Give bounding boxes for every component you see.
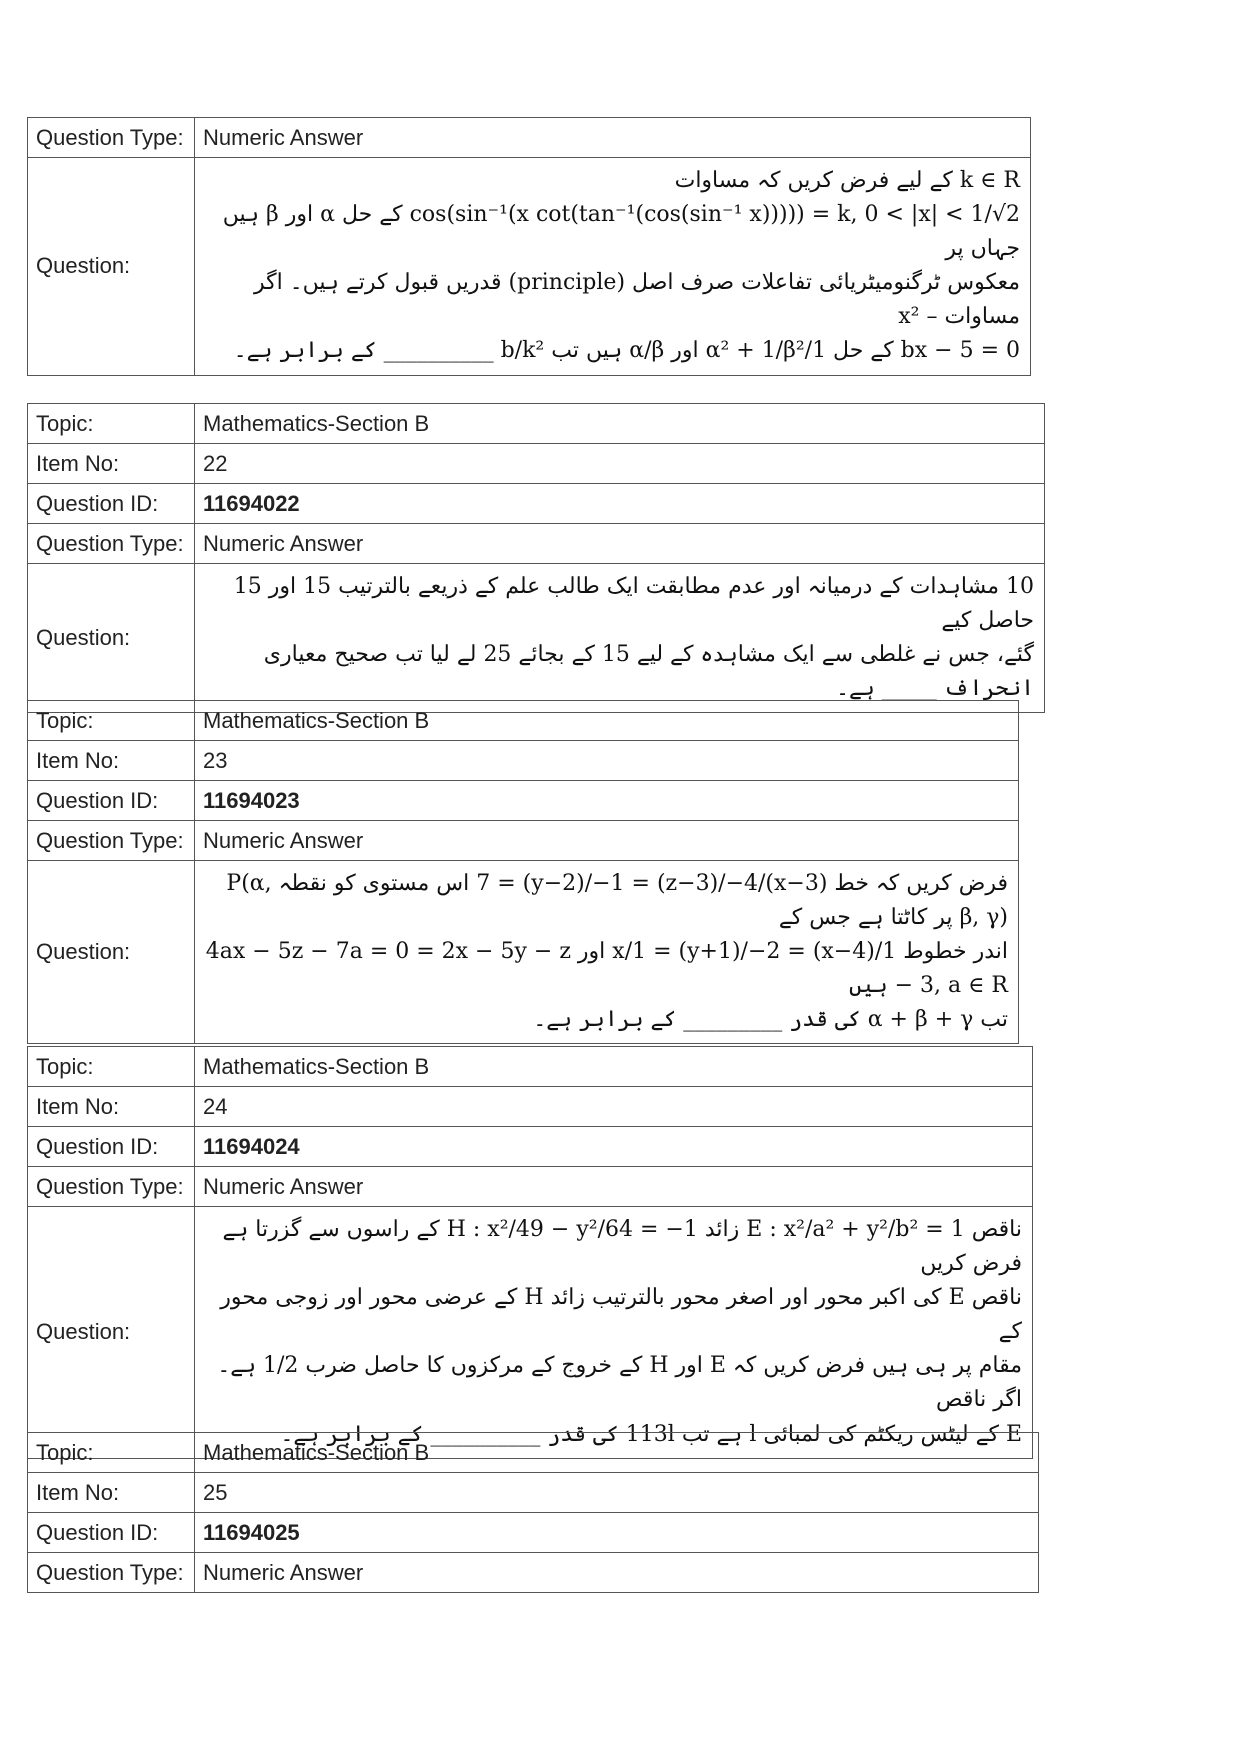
question-line: معکوس ٹرگنومیٹریائی تفاعلات صرف اصل (principle) قدریں قبول کرتے ہیں۔ اگر مساوات – x² <box>254 270 1020 330</box>
question-id-value: 11694022 <box>195 484 1045 524</box>
question-id-value: 11694025 <box>195 1513 1039 1553</box>
question-id-value: 11694023 <box>195 781 1019 821</box>
question-type-value: Numeric Answer <box>195 821 1019 861</box>
question-line: 10 مشاہدات کے درمیانہ اور عدم مطابقت ایک طالب علم کے ذریعے بالترتیب 15 اور 15 حاصل کیے <box>233 574 1034 634</box>
topic-value: Mathematics-Section B <box>195 701 1019 741</box>
question-type-value: Numeric Answer <box>195 1167 1033 1207</box>
question-text <box>195 158 1031 376</box>
label-question-id: Question ID: <box>28 1127 195 1167</box>
question-type-value: Numeric Answer <box>195 524 1045 564</box>
question-text <box>195 861 1019 1044</box>
label-item-no: Item No: <box>28 1087 195 1127</box>
question-type-value: Numeric Answer <box>195 1553 1039 1593</box>
label-topic: Topic: <box>28 404 195 444</box>
label-question: Question: <box>28 861 195 1044</box>
item-no-value: 24 <box>195 1087 1033 1127</box>
topic-value: Mathematics-Section B <box>195 404 1045 444</box>
label-question-type: Question Type: <box>28 1553 195 1593</box>
question-table-24 <box>27 1046 1033 1459</box>
question-line: فرض کریں کہ خط (x−3)/7 = (y−2)/−1 = (z−3)/−4 اس مستوی کو نقطہ P(α, β, γ) پر کاٹتا ہے جس کے <box>226 871 1008 931</box>
question-table-23 <box>27 700 1019 1044</box>
label-question-type: Question Type: <box>28 821 195 861</box>
label-topic: Topic: <box>28 1047 195 1087</box>
label-question-type: Question Type: <box>28 118 195 158</box>
label-topic: Topic: <box>28 701 195 741</box>
item-no-value: 23 <box>195 741 1019 781</box>
question-line: انحراف _____ ہے۔ <box>836 676 1034 702</box>
label-question: Question: <box>28 158 195 376</box>
label-question-type: Question Type: <box>28 524 195 564</box>
label-question-type: Question Type: <box>28 1167 195 1207</box>
question-text <box>195 1207 1033 1459</box>
question-line: اندر خطوط x/1 = (y+1)/−2 = (x−4)/1 اور 4ax − 5z − 7a = 0 = 2x − 5y − z − 3, a ∈ R ہیں <box>205 939 1008 999</box>
question-line: تب α + β + γ کی قدر _________ کے برابر ہے۔ <box>533 1007 1008 1033</box>
label-question-id: Question ID: <box>28 484 195 524</box>
topic-value: Mathematics-Section B <box>195 1047 1033 1087</box>
question-id-value: 11694024 <box>195 1127 1033 1167</box>
question-line: ناقص E : x²/a² + y²/b² = 1 زائد H : x²/49 − y²/64 = −1 کے راسوں سے گزرتا ہے فرض کریں <box>222 1217 1022 1277</box>
question-line: bx − 5 = 0 کے حل 1/α² + 1/β² اور α/β ہیں تب b/k² __________ کے برابر ہے۔ <box>233 338 1020 364</box>
question-line: cos(sin⁻¹(x cot(tan⁻¹(cos(sin⁻¹ x))))) = k, 0 < |x| < 1/√2 کے حل α اور β ہیں جہاں پر <box>222 202 1020 262</box>
label-item-no: Item No: <box>28 1473 195 1513</box>
label-question-id: Question ID: <box>28 1513 195 1553</box>
label-item-no: Item No: <box>28 444 195 484</box>
item-no-value: 22 <box>195 444 1045 484</box>
question-line: k ∈ R کے لیے فرض کریں کہ مساوات <box>674 168 1020 193</box>
question-table-22 <box>27 403 1045 713</box>
label-question: Question: <box>28 564 195 713</box>
question-table-25 <box>27 1432 1039 1593</box>
question-line: گئے، جس نے غلطی سے ایک مشاہدہ کے لیے 15 کے بجائے 25 لے لیا تب صحیح معیاری <box>263 642 1034 668</box>
label-item-no: Item No: <box>28 741 195 781</box>
label-question-id: Question ID: <box>28 781 195 821</box>
question-type-value: Numeric Answer <box>195 118 1031 158</box>
question-line: ناقص E کی اکبر محور اور اصغر محور بالترتیب زائد H کے عرضی محور اور زوجی محور کے <box>220 1285 1022 1345</box>
label-topic: Topic: <box>28 1433 195 1473</box>
topic-value: Mathematics-Section B <box>195 1433 1039 1473</box>
label-question: Question: <box>28 1207 195 1459</box>
item-no-value: 25 <box>195 1473 1039 1513</box>
question-line: مقام پر ہی ہیں فرض کریں کہ E اور H کے خروج کے مرکزوں کا حاصل ضرب 1/2 ہے۔ اگر ناقص <box>217 1353 1022 1413</box>
question-table-21 <box>27 117 1031 376</box>
question-line: E کے لیٹس ریکٹم کی لمبائی l ہے تب 113l کی قدر __________ کے برابر ہے۔ <box>280 1421 1022 1447</box>
question-text <box>195 564 1045 713</box>
